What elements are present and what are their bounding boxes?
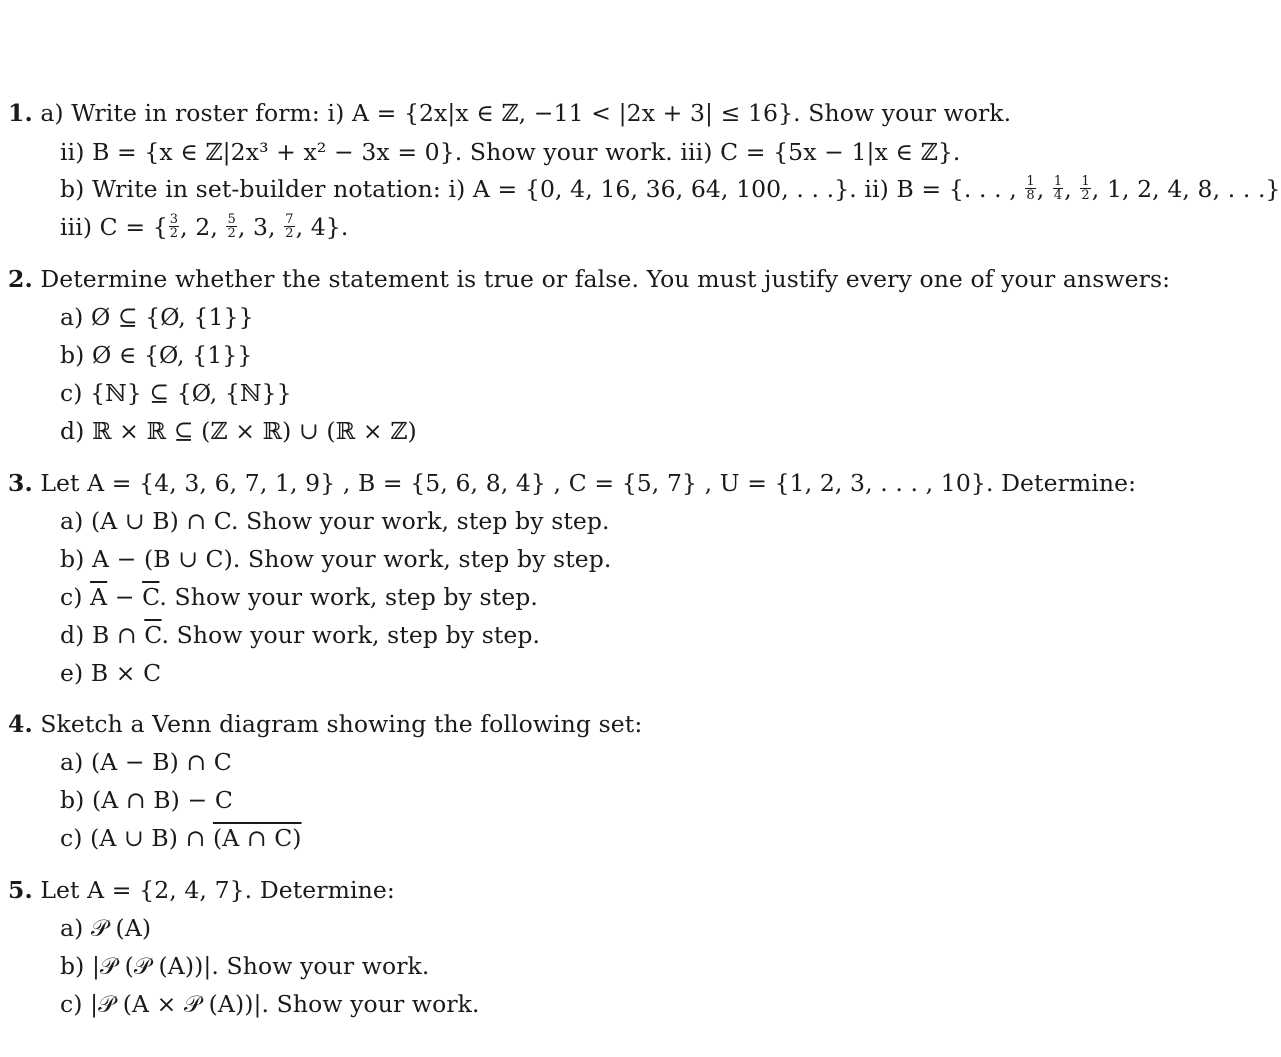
problem-2c: c) {ℕ} ⊆ {Ø, {ℕ}} bbox=[60, 379, 292, 407]
problem-1b-text: b) Write in set-builder notation: i) A = {0, 4, 16, 36, 64, 100, . . .}. ii) B = {. . . , bbox=[60, 175, 1025, 203]
problem-2-line-1: 2. Determine whether the statement is true or false. You must justify every one of your answers: bbox=[8, 265, 1171, 293]
problem-3e: e) B × C bbox=[60, 659, 162, 687]
problem-3a: a) (A ∪ B) ∩ C. Show your work, step by step. bbox=[60, 507, 610, 535]
problem-3-line-1: 3. Let A = {4, 3, 6, 7, 1, 9} , B = {5, 6, 8, 4} , C = {5, 7} , U = {1, 2, 3, . . . , 10}. Determine: bbox=[8, 469, 1137, 497]
problem-1-line-1 bbox=[8, 99, 1011, 127]
problem-2-number: 2. bbox=[8, 265, 33, 293]
fraction: $\frac{5}{2}$ bbox=[227, 212, 236, 241]
problem-3d: d) B ∩ $\overline{C}$. Show your work, step by step. bbox=[60, 621, 541, 649]
complement-A: $\overline{A}$ bbox=[90, 583, 108, 611]
fraction: $\frac{1}{4}$ bbox=[1053, 174, 1063, 203]
problem-4a: a) (A − B) ∩ C bbox=[60, 748, 232, 776]
problem-1a-text: a) Write in roster form: i) A = {2x|x ∈ ℤ, −11 < |2x + 3| ≤ 16}. Show your work. bbox=[40, 99, 1012, 127]
fraction: $\frac{1}{8}$ bbox=[1026, 174, 1035, 203]
fraction: $\frac{1}{2}$ bbox=[1081, 174, 1090, 203]
problem-4-number: 4. bbox=[8, 710, 33, 738]
fraction: $\frac{7}{2}$ bbox=[285, 212, 294, 241]
problem-5-line-1: 5. Let A = {2, 4, 7}. Determine: bbox=[8, 876, 395, 904]
complement-C: $\overline{C}$ bbox=[142, 583, 160, 611]
problem-4-line-1: 4. Sketch a Venn diagram showing the following set: bbox=[8, 710, 643, 738]
problem-5b: b) |𝒫 (𝒫 (A))|. Show your work. bbox=[60, 952, 430, 980]
problem-5-number: 5. bbox=[8, 876, 33, 904]
problem-3b: b) A − (B ∪ C). Show your work, step by step. bbox=[60, 545, 612, 573]
fraction: $\frac{3}{2}$ bbox=[169, 212, 179, 241]
problem-3c: c) $\overline{A} - \overline{C}$. Show your work, step by step. bbox=[60, 583, 538, 611]
problem-5a: a) 𝒫 (A) bbox=[60, 914, 152, 942]
problem-2b: b) Ø ∈ {Ø, {1}} bbox=[60, 341, 253, 369]
problem-1-line-3: b) Write in set-builder notation: i) A = {0, 4, 16, 36, 64, 100, . . .}. ii) B = {. . . , $\frac{1}{8}$ , $\frac{1}{4}$ , $\frac{1}{2}$ , 1, 2, 4, 8, . . .} bbox=[60, 174, 1281, 203]
problem-2d: d) ℝ × ℝ ⊆ (ℤ × ℝ) ∪ (ℝ × ℤ) bbox=[60, 417, 417, 445]
problem-4c: c) (A ∪ B) ∩ (A ∩ C) bbox=[60, 824, 302, 852]
complement-C: $\overline{C}$ bbox=[144, 621, 162, 649]
problem-1-line-4: iii) C = { $\frac{3}{2}$ , 2, $\frac{5}{2}$ , 3, $\frac{7}{2}$ , 4}. bbox=[60, 212, 349, 241]
problem-2a: a) Ø ⊆ {Ø, {1}} bbox=[60, 303, 254, 331]
problem-5c: c) |𝒫 (A × 𝒫 (A))|. Show your work. bbox=[60, 990, 480, 1018]
problem-1-line-2: ii) B = {x ∈ ℤ|2x³ + x² − 3x = 0}. Show your work. iii) C = {5x − 1|x ∈ ℤ}. bbox=[60, 138, 961, 166]
problem-4b: b) (A ∩ B) − C bbox=[60, 786, 233, 814]
problem-1-number: 1. bbox=[8, 99, 33, 127]
complement-A-cap-C: (A ∩ C) bbox=[212, 824, 302, 852]
problem-3-number: 3. bbox=[8, 469, 33, 497]
